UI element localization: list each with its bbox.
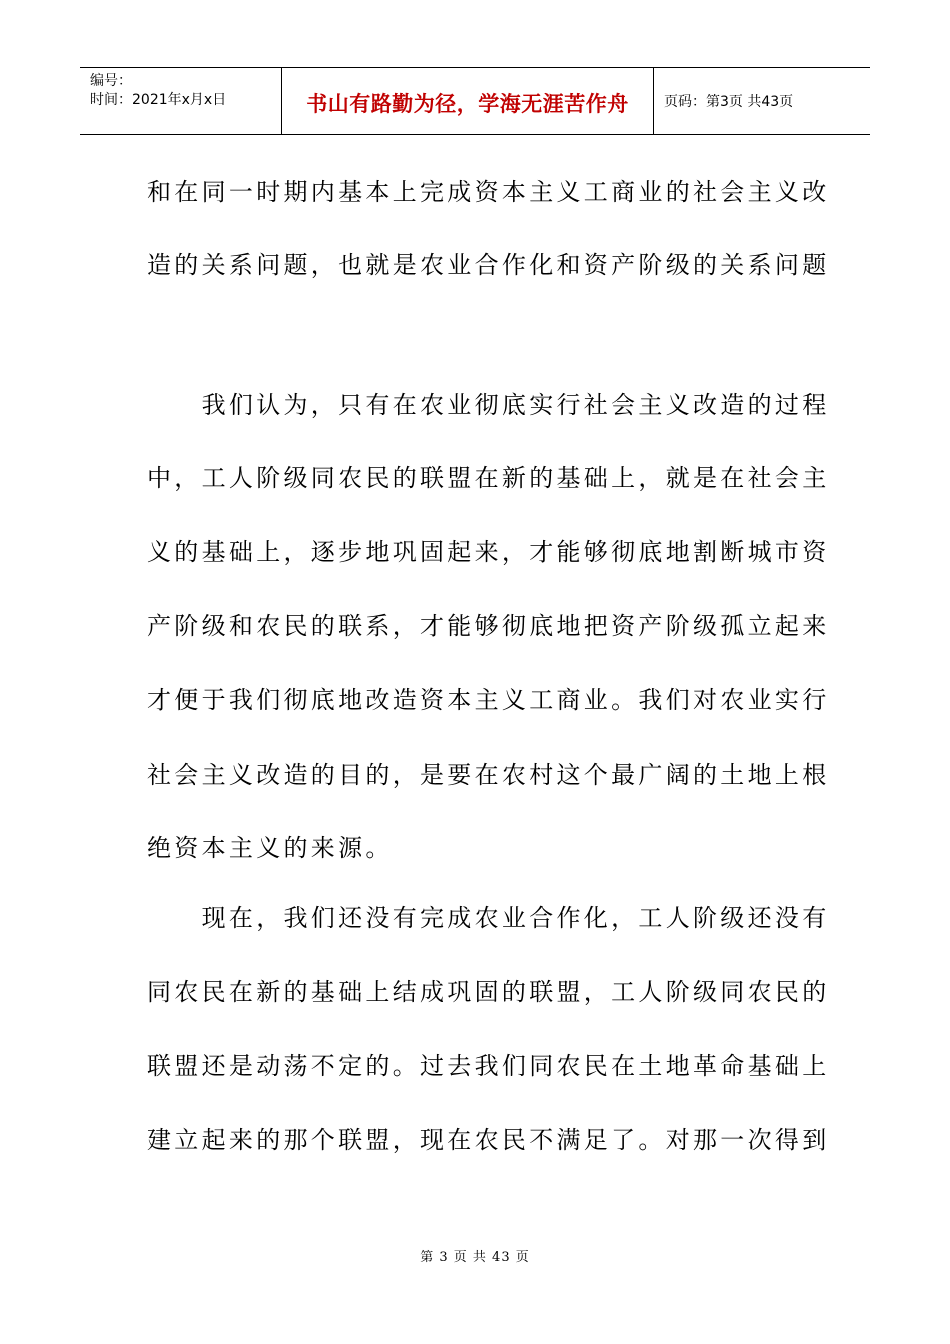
document-number: 编号： bbox=[90, 73, 132, 89]
body-line: 联盟还是动荡不定的。过去我们同农民在土地革命基础上 bbox=[147, 1052, 830, 1080]
body-line: 同农民在新的基础上结成巩固的联盟，工人阶级同农民的 bbox=[147, 978, 830, 1006]
header-table bbox=[80, 67, 870, 135]
header-page-info: 页码：第3页 共43页 bbox=[664, 94, 794, 110]
header-motto: 书山有路勤为径，学海无涯苦作舟 bbox=[306, 92, 629, 116]
body-line: 现在，我们还没有完成农业合作化，工人阶级还没有 bbox=[147, 904, 830, 932]
body-line: 建立起来的那个联盟，现在农民不满足了。对那一次得到 bbox=[147, 1126, 830, 1154]
body-line: 社会主义改造的目的，是要在农村这个最广阔的土地上根 bbox=[147, 761, 830, 789]
body-line: 和在同一时期内基本上完成资本主义工商业的社会主义改 bbox=[147, 178, 830, 206]
body-line: 我们认为，只有在农业彻底实行社会主义改造的过程 bbox=[147, 391, 830, 419]
page-footer: 第 3 页 共 43 页 bbox=[420, 1250, 530, 1265]
header-page-cell bbox=[654, 68, 870, 134]
body-line: 产阶级和农民的联系，才能够彻底地把资产阶级孤立起来 bbox=[147, 612, 830, 640]
body-line: 中，工人阶级同农民的联盟在新的基础上，就是在社会主 bbox=[147, 464, 830, 492]
body-line: 义的基础上，逐步地巩固起来，才能够彻底地割断城市资 bbox=[147, 538, 830, 566]
body-line: 绝资本主义的来源。 bbox=[147, 834, 393, 862]
body-line: 造的关系问题，也就是农业合作化和资产阶级的关系问题 bbox=[147, 251, 830, 279]
document-time: 时间：2021年x月x日 bbox=[90, 92, 227, 108]
body-line: 才便于我们彻底地改造资本主义工商业。我们对农业实行 bbox=[147, 686, 830, 714]
header-motto-cell bbox=[282, 68, 654, 134]
header-meta-cell bbox=[80, 68, 282, 134]
